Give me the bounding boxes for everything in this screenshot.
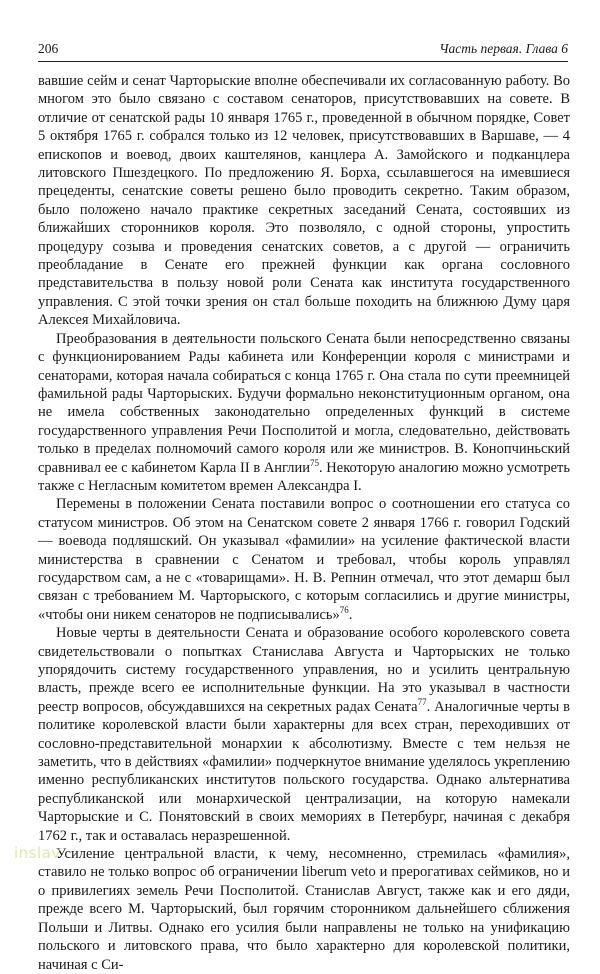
paragraph xyxy=(38,330,570,496)
footnote-ref: 75 xyxy=(310,457,320,468)
page-number: 206 xyxy=(38,41,59,56)
paragraph xyxy=(38,845,570,974)
running-title: Часть первая. Глава 6 xyxy=(439,41,568,56)
page-header xyxy=(38,41,568,62)
watermark: inslav xyxy=(14,844,61,862)
text-segment: Новые черты в деятельности Сената и образование особого королевского совета свидетельствовали о попытках Станислава Августа и Чарторыских не только упорядочить систему государственного управления, но и усилить центральную власть, прежде всего ее исполнительные функции. На это указывал в частности реестр вопросов, обсуждавшихся на секретных радах Сената xyxy=(38,625,570,715)
footnote-ref: 76 xyxy=(339,604,349,615)
text-segment: вавшие сейм и сенат Чарторыские вполне обеспечивали их согласованную работу. Во многом это было связано с составом сенаторов, присутствовавших на совете. В отличие от сенатской рады 10 января 1765 г., проведенной в обычном порядке, Совет 5 октября 1765 г. собрался только из 12 человек, присутствовавших в Варшаве, — 4 епископов и воевод, двоих каштелянов, канцлера А. Замойского и подканцлера литовского Пшездецкого. По предложению Я. Борха, ссылавшегося на имевшиеся прецеденты, сенатские советы решено было проводить секретно. Таким образом, было положено начало практике секретных заседаний Сената, состоявших из ближайших сторонников короля. Это позволяло, с одной стороны, упростить процедуру созыва и проведения сенатских советов, а с другой — ограничить преобладание в Сенате его прежней функции как органа сословного представительства в пользу новой роли Сената как института государственного управления. С этой точки зрения он стал больше походить на ближнюю Думу царя Алексея Михайловича. xyxy=(38,73,570,329)
text-segment: . xyxy=(348,606,353,623)
paragraph xyxy=(38,72,570,330)
text-segment: . Аналогичные черты в политике королевской власти были характерны для всех стран, переходивших от сословно-представительной монархии к абсолютизму. Вместе с тем нельзя не заметить, что в действиях «фамилии» подчеркнутое внимание уделялось укреплению именно республиканских институтов польского государства. Однако альтернатива республиканской или монархической централизации, на которую намекали Чарторыские и С. Понятовский в своих мемориях в Петербург, начиная с декабря 1762 г., так и оставалась неразрешенной. xyxy=(38,698,570,844)
text-segment: Усиление центральной власти, к чему, несомненно, стремилась «фамилия», ставило не только вопрос об ограничении liberum veto и прерогативах сеймиков, но и о привилегиях земель Речи Посполитой. Станислав Август, также как и его дяди, прежде всего М. Чарторыский, был горячим сторонником дальнейшего сближения Польши и Литвы. Однако его усилия были направлены не только на унификацию польского и литовского права, что было характерно для королевской политики, начиная с Си- xyxy=(38,846,570,973)
footnote-ref: 77 xyxy=(417,696,427,707)
text-segment: . Некоторую аналогию можно усмотреть также с Негласным комитетом времен Александра I. xyxy=(38,459,570,494)
body-text xyxy=(38,72,570,974)
text-segment: Преобразования в деятельности польского Сената были непосредственно связаны с функционированием Рады кабинета или Конференции короля с министрами и сенаторами, которая начала собираться с конца 1765 г. Она стала по сути преемницей фамильной рады Чарторыских. Будучи формально неконституционным органом, она не имела собственных законодательно определенных функций в системе государственного управления Речи Посполитой и могла, следовательно, действовать только в пределах полномочий самого короля или же министров. В. Конопчиньский сравнивал ее с кабинетом Карла II в Англии xyxy=(38,330,570,476)
paragraph xyxy=(38,624,570,845)
text-segment: Перемены в положении Сената поставили вопрос о соотношении его статуса со статусом министров. Об этом на Сенатском совете 2 января 1766 г. говорил Годский — воевода подляшский. Он указывал «фамилии» на усиление фактической власти министерства в сравнении с Сенатом и требовал, чтобы король управлял государством сам, а не с «товарищами». Н. В. Репнин отмечал, что этот демарш был связан с требованием М. Чарторыского, с которым согласились и другие министры, «чтобы они никем сенаторов не подписывались» xyxy=(38,496,570,623)
paragraph xyxy=(38,495,570,624)
